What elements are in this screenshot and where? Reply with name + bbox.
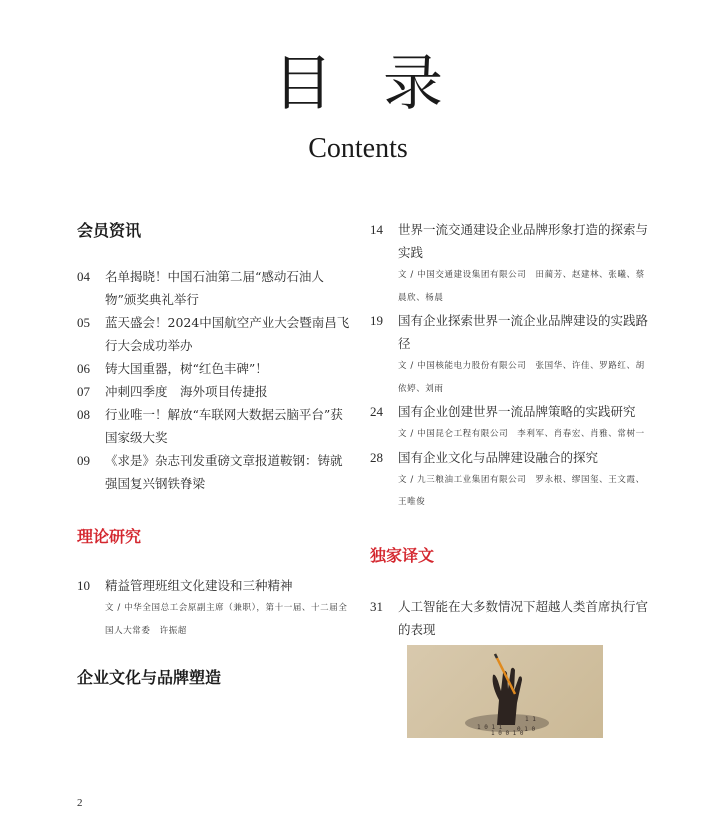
toc-item[interactable] [77,403,352,449]
page-number: 07 [77,384,90,399]
article-title: 蓝天盛会！2024中国航空产业大会暨南昌飞行大会成功举办 [105,315,350,353]
toc-list-theory-research [77,574,352,642]
toc-item[interactable] [370,218,650,264]
article-title: 人工智能在大多数情况下超越人类首席执行官的表现 [398,599,649,637]
page-number: 14 [370,222,383,237]
toc-list-exclusive-translation [370,595,650,641]
page-number-footer: 2 [77,797,83,809]
page-number: 10 [77,578,90,593]
toc-item[interactable] [77,449,352,495]
article-title: 国有企业探索世界一流企业品牌建设的实践路径 [398,313,649,351]
section-heading-member-news: 会员资讯 [77,221,142,240]
article-title: 国有企业文化与品牌建设融合的探究 [398,449,599,465]
page-number: 19 [370,313,383,328]
svg-text:0 1 0: 0 1 0 [517,726,536,733]
article-title: 冲刺四季度 海外项目传捷报 [105,384,268,399]
toc-item[interactable] [370,595,650,641]
toc-item[interactable] [77,574,352,597]
section-heading-culture-brand: 企业文化与品牌塑造 [77,668,222,687]
page-number: 08 [77,407,90,422]
svg-text:1 0 1 1: 1 0 1 1 [477,724,503,731]
toc-item[interactable] [77,380,352,403]
page-number: 06 [77,361,90,376]
hand-holding-pencil-illustration [407,645,603,738]
article-title: 国有企业创建世界一流品牌策略的实践研究 [398,404,636,419]
page-subtitle: Contents [308,133,408,164]
toc-list-member-news [77,265,352,495]
toc-item[interactable] [370,400,650,423]
toc-item[interactable] [370,446,650,469]
page-title: 目录 [273,49,493,119]
article-author: 文 / 中国昆仑工程有限公司 李利军、肖春宏、肖雅、常树一 [398,429,645,439]
page-number: 09 [77,453,90,468]
article-author: 文 / 中华全国总工会原副主席（兼职），第十一届、十二届全国人大常委 许振超 [105,603,348,636]
svg-text:1 1: 1 1 [525,716,536,723]
article-illustration [407,645,603,738]
toc-item[interactable] [77,265,352,311]
section-heading-exclusive-translation: 独家译文 [370,546,435,565]
toc-item[interactable] [77,311,352,357]
toc-item[interactable] [370,309,650,355]
toc-list-culture-brand [370,218,650,514]
toc-item[interactable] [77,357,352,380]
article-title: 世界一流交通建设企业品牌形象打造的探索与实践 [398,222,649,260]
page-number: 31 [370,599,383,614]
article-author: 文 / 九三粮油工业集团有限公司 罗永根、缪国玺、王文霞、王唯俊 [398,474,645,507]
article-author: 文 / 中国交通建设集团有限公司 田蔺芳、赵建林、张曦、蔡晨欣、杨晨 [398,270,645,303]
page-number: 04 [77,269,90,284]
page-number: 24 [370,404,383,419]
page-number: 05 [77,315,90,330]
article-title: 《求是》杂志刊发重磅文章报道鞍钢：铸就强国复兴钢铁脊梁 [105,453,343,491]
article-title: 行业唯一！解放“车联网大数据云脑平台”获国家级大奖 [105,407,343,445]
article-title: 精益管理班组文化建设和三种精神 [105,578,293,593]
article-title: 铸大国重器，树“红色丰碑”！ [105,361,268,376]
section-heading-theory-research: 理论研究 [77,527,142,546]
article-author: 文 / 中国核能电力股份有限公司 张国华、许佳、罗路红、胡依婷、刘雨 [398,361,645,394]
article-title: 名单揭晓！中国石油第二届“感动石油人物”颁奖典礼举行 [105,269,324,307]
svg-text:1 0 0 1 0: 1 0 0 1 0 [491,730,524,737]
page-number: 28 [370,449,383,465]
